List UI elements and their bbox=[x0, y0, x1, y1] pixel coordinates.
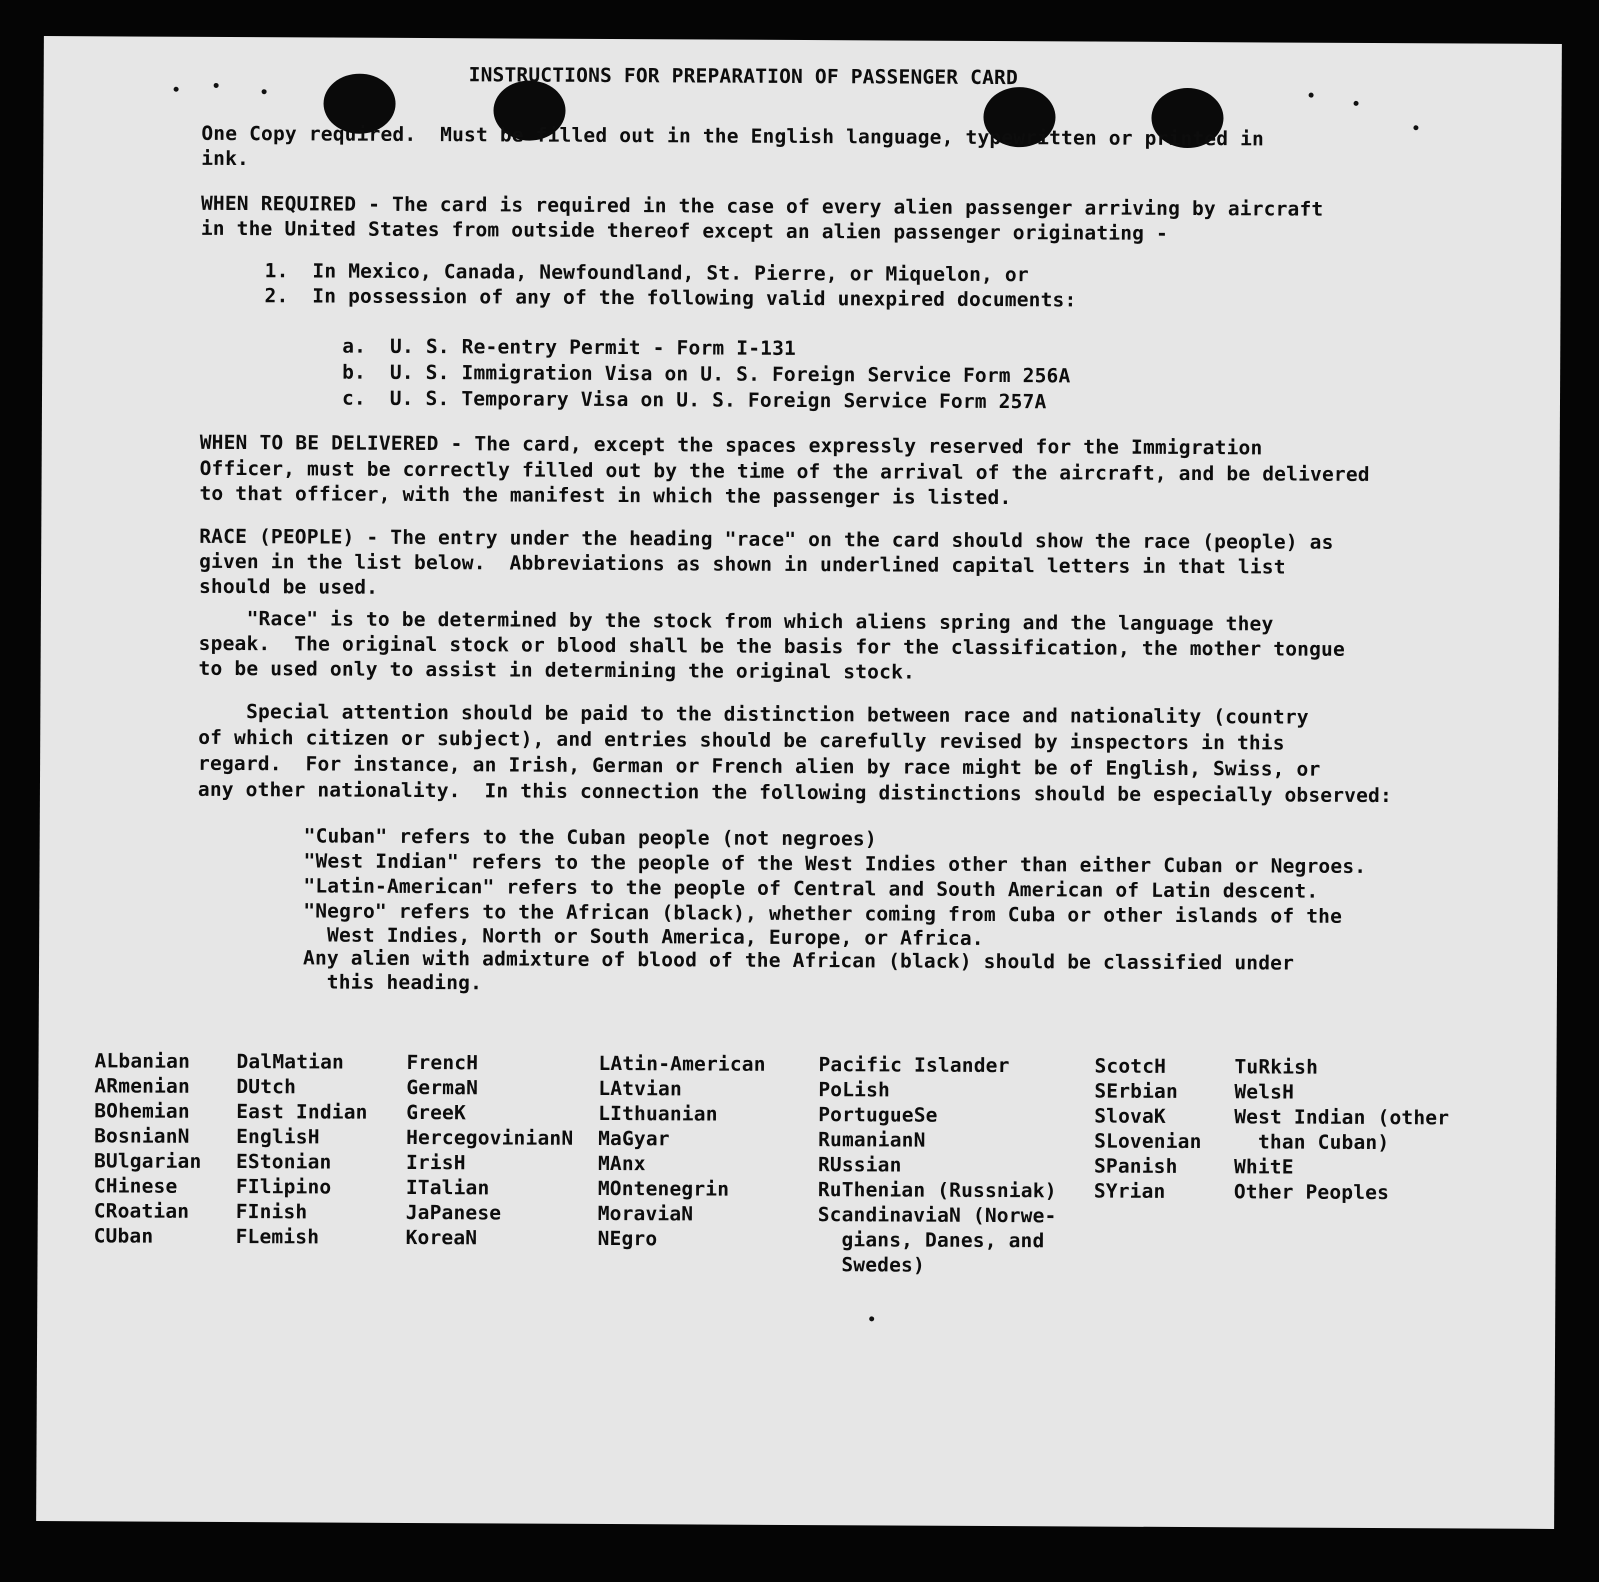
race-entry: MoraviaN bbox=[597, 1201, 694, 1226]
race-entry: MaGyar bbox=[598, 1126, 670, 1151]
race-entry: ScandinaviaN (Norwe- bbox=[817, 1203, 1057, 1228]
race-definition-line: to be used only to assist in determining the original stock. bbox=[198, 656, 916, 684]
when-delivered-line: to that officer, with the manifest in which the passenger is listed. bbox=[199, 481, 1012, 510]
race-entry: RumanianN bbox=[818, 1128, 926, 1152]
race-definition-line: speak. The original stock or blood shall be the basis for the classification, the mother tongue bbox=[198, 631, 1346, 661]
race-entry: WelsH bbox=[1234, 1080, 1295, 1104]
race-line: RACE (PEOPLE) - The entry under the heading "race" on the card should show the race (people) as bbox=[199, 524, 1334, 554]
race-entry: ALbanian bbox=[94, 1049, 191, 1073]
when-required-item: 2. In possession of any of the following valid unexpired documents: bbox=[264, 284, 1077, 312]
race-entry: PoLish bbox=[818, 1078, 891, 1102]
speck bbox=[1413, 125, 1418, 130]
race-list-column bbox=[598, 1051, 766, 1252]
race-entry: LAtin-American bbox=[598, 1051, 766, 1076]
race-entry: RUssian bbox=[817, 1153, 902, 1177]
race-entry: CUban bbox=[93, 1224, 154, 1248]
race-entry: than Cuban) bbox=[1234, 1130, 1390, 1155]
race-entry: Swedes) bbox=[817, 1253, 926, 1277]
race-entry: HercegovinianN bbox=[406, 1125, 574, 1150]
race-entry: SPanish bbox=[1093, 1154, 1178, 1178]
race-entry: RuThenian (Russniak) bbox=[817, 1178, 1057, 1203]
race-entry: DUtch bbox=[236, 1075, 297, 1099]
distinction-line: this heading. bbox=[302, 970, 483, 995]
race-entry: SYrian bbox=[1093, 1179, 1166, 1203]
race-list-column bbox=[1094, 1054, 1202, 1205]
race-entry: TuRkish bbox=[1234, 1055, 1319, 1079]
race-entry: ARmenian bbox=[94, 1074, 190, 1098]
when-delivered-line: WHEN TO BE DELIVERED - The card, except the spaces expressly reserved for the Immigration bbox=[199, 430, 1263, 460]
speck bbox=[174, 87, 179, 92]
special-attention-line: of which citizen or subject), and entries should be carefully revised by inspectors in this bbox=[198, 725, 1285, 755]
distinction-line: Any alien with admixture of blood of the African (black) should be classified under bbox=[303, 946, 1295, 975]
race-entry: KoreaN bbox=[405, 1225, 478, 1250]
race-entry: GreeK bbox=[406, 1100, 467, 1125]
race-entry: PortugueSe bbox=[818, 1103, 938, 1127]
page-title: INSTRUCTIONS FOR PREPARATION OF PASSENGER CARD bbox=[468, 63, 1019, 90]
race-entry: MOntenegrin bbox=[597, 1176, 730, 1201]
distinction-line: "Negro" refers to the African (black), whether coming from Cuba or other islands of the bbox=[303, 899, 1343, 928]
race-entry: FInish bbox=[235, 1200, 308, 1224]
speck bbox=[214, 83, 219, 88]
document-item: c. U. S. Temporary Visa on U. S. Foreign Service Form 257A bbox=[341, 386, 1047, 414]
race-entry: Other Peoples bbox=[1233, 1180, 1390, 1205]
document-item: b. U. S. Immigration Visa on U. S. Foreign Service Form 256A bbox=[342, 360, 1071, 388]
race-entry: SLovenian bbox=[1094, 1129, 1202, 1154]
race-entry: gians, Danes, and bbox=[817, 1228, 1045, 1253]
race-list-column bbox=[94, 1048, 203, 1249]
special-attention-line: any other nationality. In this connection the following distinctions should be especially observed: bbox=[197, 777, 1392, 808]
race-entry: West Indian (other bbox=[1234, 1105, 1450, 1130]
when-required-item: 1. In Mexico, Canada, Newfoundland, St. Pierre, or Miquelon, or bbox=[264, 259, 1029, 287]
race-entry: MAnx bbox=[597, 1151, 646, 1176]
race-entry: EStonian bbox=[235, 1150, 332, 1174]
race-entry: EnglisH bbox=[236, 1125, 320, 1149]
speck bbox=[262, 89, 267, 94]
race-entry: GermaN bbox=[406, 1075, 479, 1100]
race-entry: Pacific Islander bbox=[818, 1053, 1010, 1078]
race-entry: CHinese bbox=[93, 1174, 178, 1198]
when-required-line: in the United States from outside thereof except an alien passenger originating - bbox=[200, 216, 1169, 245]
distinction-line: "West Indian" refers to the people of the West Indies other than either Cuban or Negroes. bbox=[303, 849, 1367, 878]
race-entry: LIthuanian bbox=[598, 1101, 718, 1126]
race-entry: SlovaK bbox=[1094, 1104, 1166, 1128]
when-delivered-line: Officer, must be correctly filled out by the time of the arrival of the aircraft, and be delivered bbox=[199, 456, 1370, 486]
race-entry: FrencH bbox=[406, 1050, 479, 1075]
race-entry: East Indian bbox=[236, 1100, 368, 1124]
race-definition-line: "Race" is to be determined by the stock from which aliens spring and the language they bbox=[198, 606, 1274, 636]
distinction-line: West Indies, North or South America, Europe, or Africa. bbox=[303, 923, 984, 950]
race-entry: IrisH bbox=[405, 1150, 466, 1175]
special-attention-line: regard. For instance, an Irish, German or French alien by race might be of English, Swiss, or bbox=[198, 751, 1321, 781]
race-list-column bbox=[236, 1049, 368, 1250]
speck bbox=[1354, 101, 1359, 106]
document-page bbox=[36, 36, 1562, 1529]
race-entry: FIlipino bbox=[235, 1175, 332, 1199]
distinction-line: "Latin-American" refers to the people of Central and South American of Latin descent. bbox=[303, 874, 1319, 903]
race-line: given in the list below. Abbreviations as shown in underlined capital letters in that list bbox=[199, 549, 1286, 579]
race-entry: SErbian bbox=[1094, 1079, 1179, 1103]
distinction-line: "Cuban" refers to the Cuban people (not negroes) bbox=[303, 824, 877, 851]
race-entry: BOhemian bbox=[94, 1099, 190, 1123]
race-list-column bbox=[817, 1052, 1057, 1278]
special-attention-line: Special attention should be paid to the distinction between race and nationality (country bbox=[198, 699, 1309, 729]
speck bbox=[1309, 93, 1314, 98]
race-entry: BosnianN bbox=[94, 1124, 190, 1148]
race-entry: CRoatian bbox=[93, 1199, 190, 1223]
race-entry: ScotcH bbox=[1094, 1054, 1167, 1078]
race-line: should be used. bbox=[198, 574, 379, 599]
race-list-column bbox=[406, 1050, 574, 1251]
document-item: a. U. S. Re-entry Permit - Form I-131 bbox=[342, 334, 797, 360]
race-entry: JaPanese bbox=[405, 1200, 502, 1225]
race-entry: FLemish bbox=[235, 1225, 320, 1249]
race-entry: NEgro bbox=[597, 1226, 658, 1251]
speck bbox=[869, 1316, 874, 1321]
race-entry: LAtvian bbox=[598, 1076, 683, 1101]
race-entry: BUlgarian bbox=[93, 1149, 202, 1173]
intro-line: ink. bbox=[201, 146, 250, 171]
race-entry: ITalian bbox=[405, 1175, 490, 1200]
when-required-line: WHEN REQUIRED - The card is required in the case of every alien passenger arriving by aircraft bbox=[200, 191, 1324, 221]
race-list-column bbox=[1234, 1054, 1450, 1205]
race-entry: DalMatian bbox=[236, 1050, 345, 1074]
intro-line: One Copy required. Must be filled out in the English language, typewritten or printed in bbox=[201, 121, 1265, 151]
race-entry: WhitE bbox=[1233, 1155, 1294, 1179]
